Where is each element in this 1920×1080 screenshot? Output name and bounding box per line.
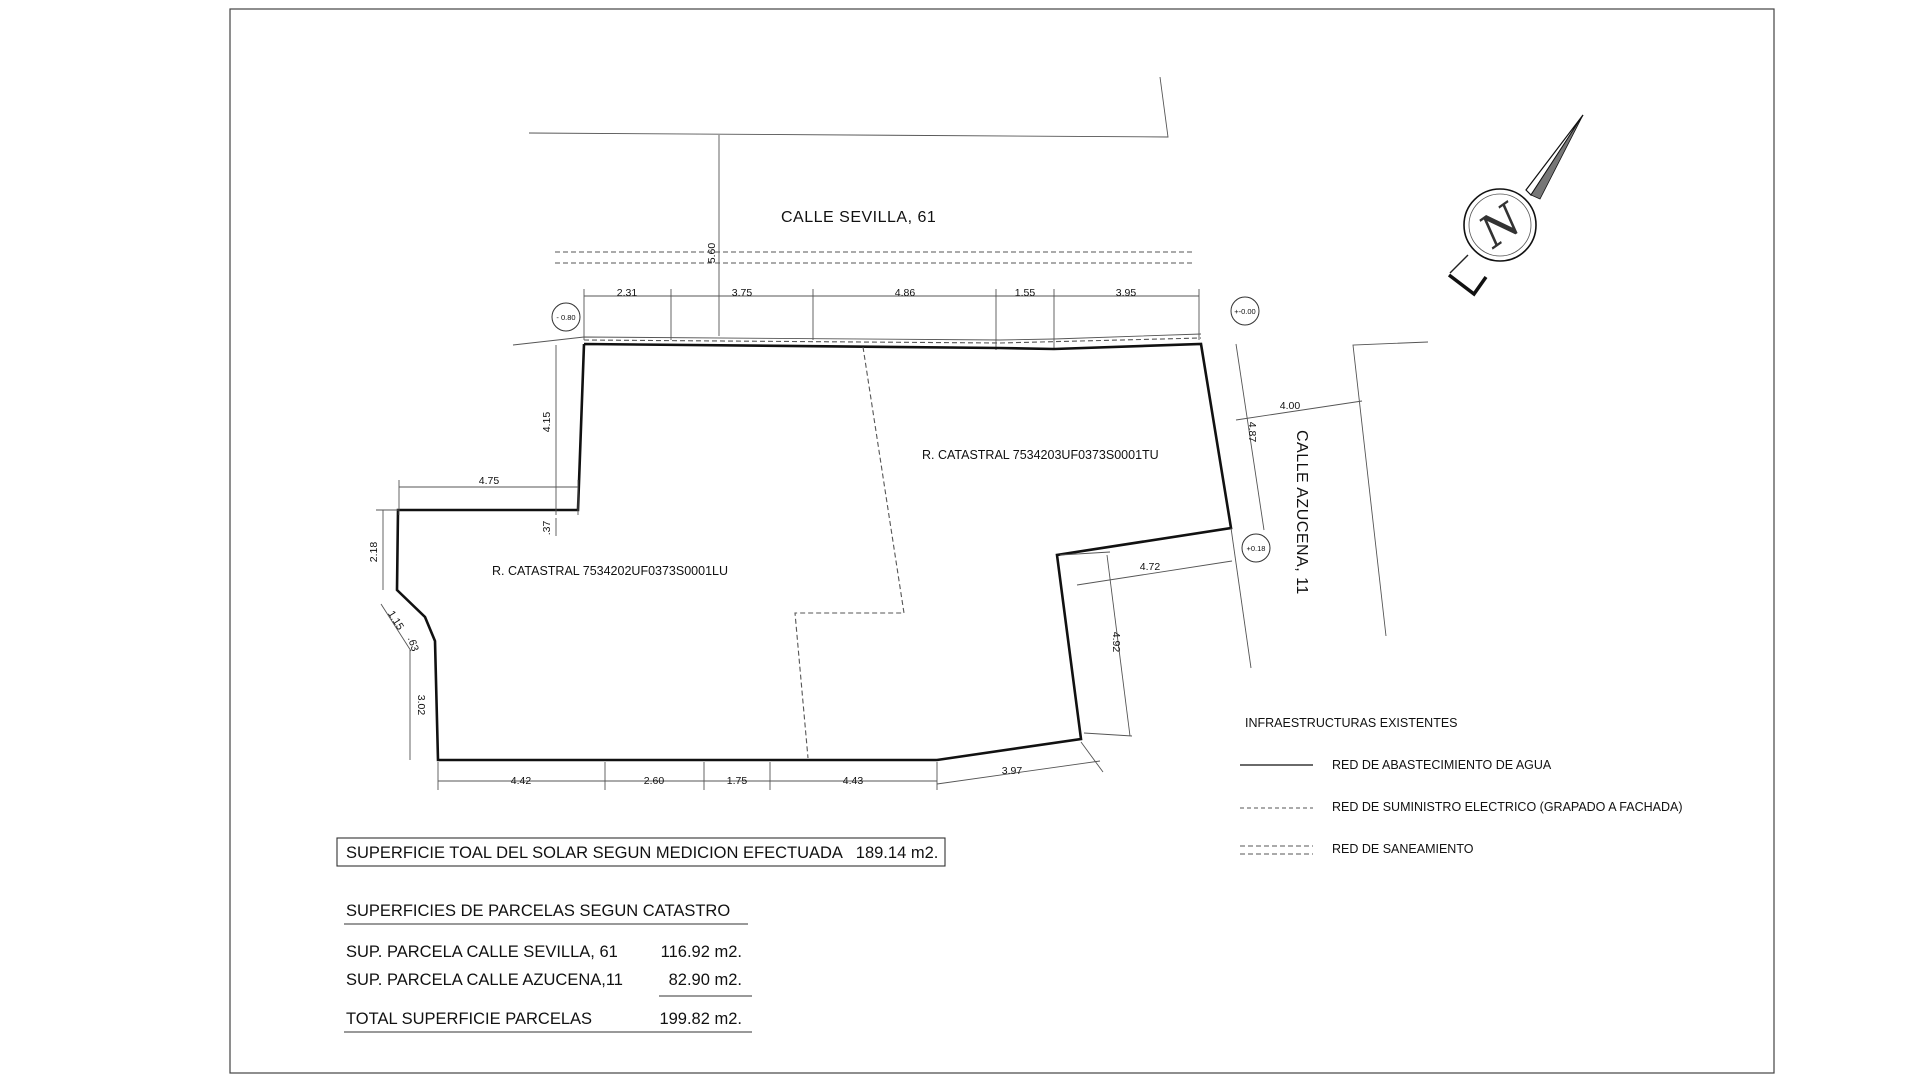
dim-bottom-2: 2.60 <box>643 775 665 787</box>
dim-left-lower: 3.02 <box>415 694 427 716</box>
dim-bottom-4: 4.43 <box>842 775 864 787</box>
row-azucena-label: SUP. PARCELA CALLE AZUCENA,11 <box>346 971 623 989</box>
north-letter: N <box>1470 194 1532 259</box>
azucena-edge-outer <box>1353 342 1428 636</box>
legend-item-electric: RED DE SUMINISTRO ELECTRICO (GRAPADO A FACHADA) <box>1332 800 1683 814</box>
dim-bottom-right: 3.97 <box>1001 765 1023 777</box>
level-marker-mid <box>1242 534 1270 562</box>
dim-top-1: 2.31 <box>616 287 638 299</box>
catastro-title: SUPERFICIES DE PARCELAS SEGUN CATASTRO <box>346 902 731 920</box>
facade-line-sevilla-inner <box>584 338 1201 343</box>
dim-left-2: 2.18 <box>368 541 380 563</box>
row-sevilla-label: SUP. PARCELA CALLE SEVILLA, 61 <box>346 943 618 961</box>
svg-text:+0.18: +0.18 <box>1246 544 1266 553</box>
parcel-ref-1: R. CATASTRAL 7534202UF0373S0001LU <box>492 564 729 578</box>
dim-left-step-small: .37 <box>541 520 553 536</box>
dim-top-offset: 5.60 <box>706 242 718 264</box>
legend-title: INFRAESTRUCTURAS EXISTENTES <box>1245 716 1458 730</box>
dim-bottom-3: 1.75 <box>726 775 748 787</box>
dim-top-3: 4.86 <box>894 287 916 299</box>
parcel-division-line <box>795 347 904 758</box>
dim-chamfer-b: .63 <box>404 635 421 653</box>
dim-right-edge: 4.87 <box>1246 421 1258 443</box>
svg-text:+-0.00: +-0.00 <box>1234 307 1256 316</box>
row-sevilla-value: 116.92 m2. <box>660 943 742 961</box>
dim-right-offset: 4.00 <box>1279 400 1301 412</box>
north-arrow <box>1449 115 1583 294</box>
street-label-sevilla: CALLE SEVILLA, 61 <box>781 209 937 226</box>
surface-summary <box>337 838 945 1032</box>
dim-top-5: 3.95 <box>1115 287 1137 299</box>
total-label: TOTAL SUPERFICIE PARCELAS <box>346 1010 593 1028</box>
dim-notch-height: 4.92 <box>1110 631 1122 653</box>
total-value: 199.82 m2. <box>659 1010 742 1028</box>
dim-top-2: 3.75 <box>731 287 753 299</box>
dim-left-upper: 4.15 <box>541 411 553 433</box>
legend <box>1240 716 1683 856</box>
block-edge-north <box>529 77 1168 137</box>
level-marker-left <box>552 303 580 331</box>
parcel-ref-2: R. CATASTRAL 7534203UF0373S0001TU <box>922 448 1159 462</box>
street-label-azucena: CALLE AZUCENA, 11 <box>1293 430 1310 595</box>
legend-item-water: RED DE ABASTECIMIENTO DE AGUA <box>1332 758 1552 772</box>
dim-top-4: 1.55 <box>1014 287 1036 299</box>
dim-bottom-1: 4.42 <box>510 775 532 787</box>
dim-left-step: 4.75 <box>478 475 500 487</box>
row-azucena-value: 82.90 m2. <box>668 971 742 989</box>
legend-item-sewer: RED DE SANEAMIENTO <box>1332 842 1474 856</box>
level-marker-right <box>1231 297 1259 325</box>
svg-text:- 0.80: - 0.80 <box>556 313 576 322</box>
dim-notch-width: 4.72 <box>1139 561 1161 573</box>
dim-chamfer-a: 1.15 <box>385 608 407 633</box>
total-solar-text: SUPERFICIE TOAL DEL SOLAR SEGUN MEDICION EFECTUADA 189.14 m2. <box>346 844 939 862</box>
